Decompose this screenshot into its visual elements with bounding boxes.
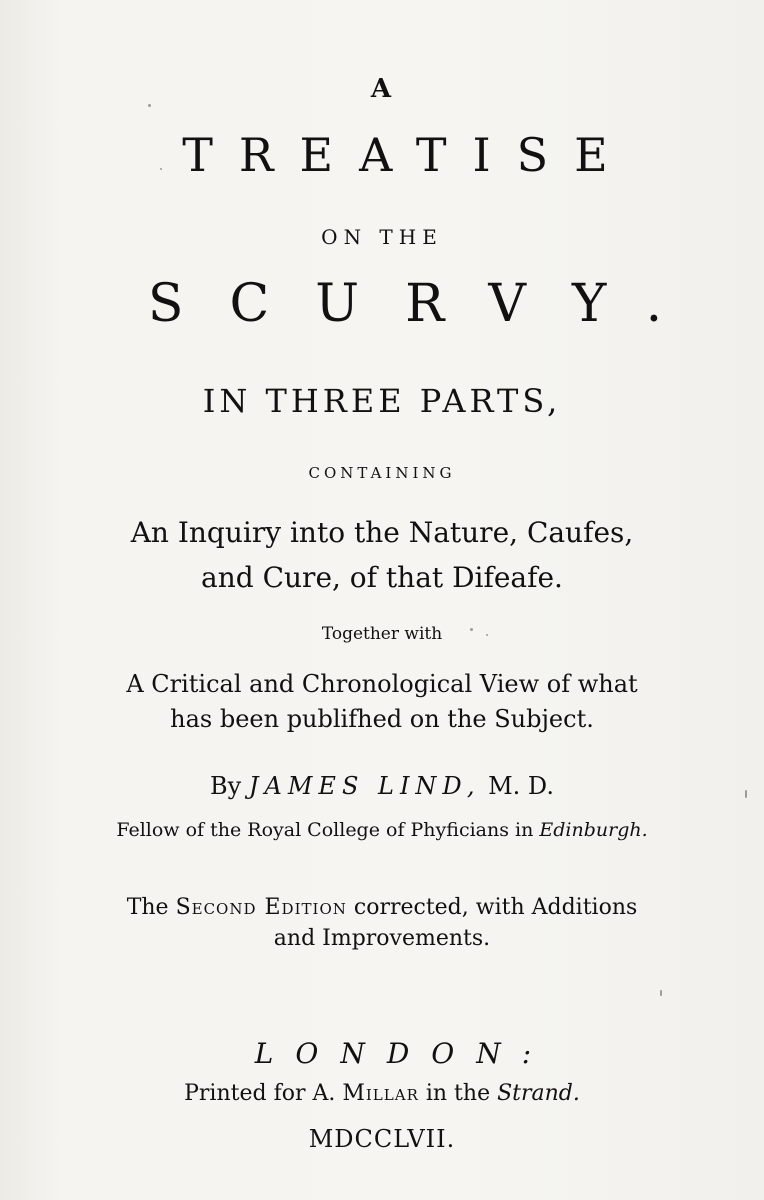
edition-line-1 — [0, 897, 764, 919]
description-line-2: and Cure, of that Difeafe. — [201, 561, 563, 594]
ink-speck — [486, 634, 488, 636]
title-article: A — [370, 74, 394, 104]
author-name: JAMES LIND, — [248, 772, 481, 800]
imprint-year: MDCCLVII. — [308, 1125, 456, 1153]
printed-for: Printed for A. — [184, 1081, 336, 1106]
fellow-text: Fellow of the Royal College of Phyficians in — [116, 819, 534, 841]
imprint-city: LONDON: — [254, 1037, 554, 1070]
by-label: By — [210, 772, 242, 800]
edition-rest: corrected, with Additions — [353, 895, 638, 920]
ink-speck — [470, 628, 473, 631]
title-on-the: ON THE — [321, 225, 443, 249]
ink-speck — [160, 168, 162, 170]
printed-place: Strand. — [497, 1081, 580, 1106]
imprint-printer — [0, 1083, 764, 1105]
printed-in: in the — [425, 1081, 491, 1106]
edition-the: The — [126, 895, 169, 920]
ink-speck — [148, 104, 151, 107]
ink-speck — [745, 790, 747, 798]
description-line-3: A Critical and Chronological View of what — [126, 670, 638, 698]
author-affiliation — [0, 821, 764, 840]
subtitle-three-parts: IN THREE PARTS, — [202, 382, 562, 420]
author-degree: M. D. — [488, 772, 554, 800]
edition-line-2: and Improvements. — [273, 926, 491, 951]
edition-second: Second Edition — [175, 895, 347, 920]
ink-speck — [660, 990, 662, 996]
label-containing: CONTAINING — [308, 464, 456, 482]
label-together-with: Together with — [321, 624, 443, 644]
description-line-1: An Inquiry into the Nature, Caufes, — [130, 516, 634, 549]
description-line-4: has been publifhed on the Subject. — [170, 705, 594, 733]
printer-name: Millar — [342, 1081, 419, 1106]
fellow-place: Edinburgh. — [539, 819, 648, 841]
title-scurvy: SCURVY. — [147, 274, 709, 334]
title-treatise: TREATISE — [182, 128, 634, 182]
author-line — [0, 774, 764, 798]
